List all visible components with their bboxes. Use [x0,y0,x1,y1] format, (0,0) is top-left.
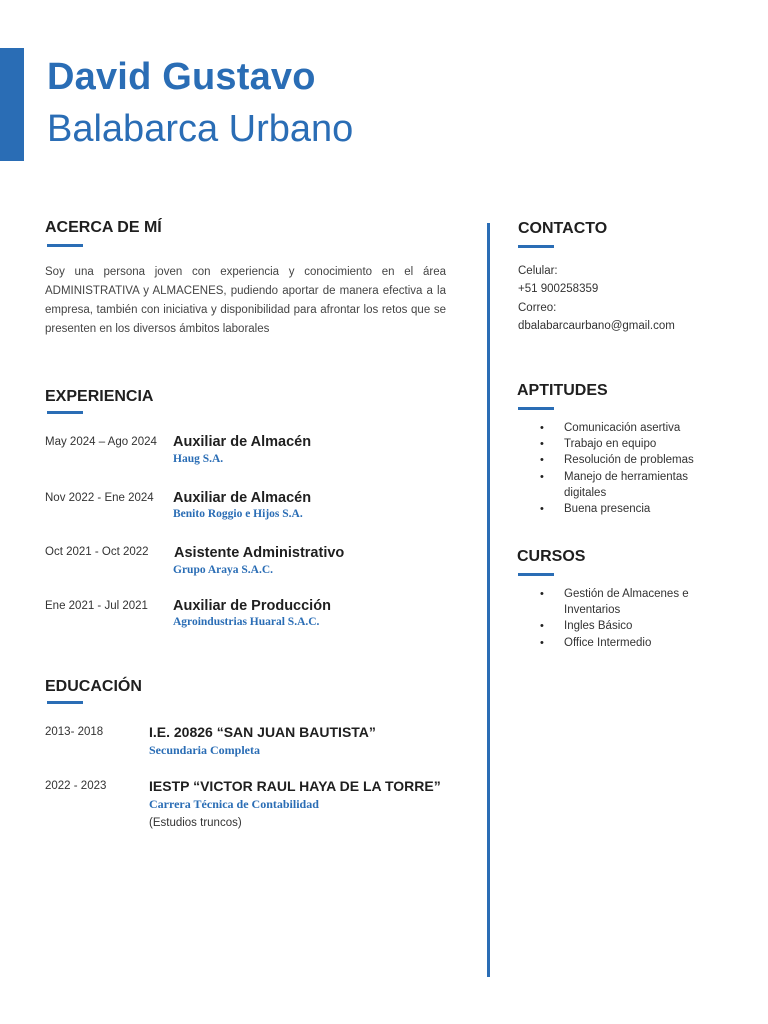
experience-company: Grupo Araya S.A.C. [173,564,273,576]
education-school: IESTP “VICTOR RAUL HAYA DE LA TORRE” [149,778,441,794]
education-date: 2022 - 2023 [45,780,107,792]
experience-date: Ene 2021 - Jul 2021 [45,600,148,612]
about-heading: ACERCA DE MÍ [45,219,162,236]
about-text: Soy una persona joven con experiencia y conocimiento en el área ADMINISTRATIVA y ALMACENES, pudiendo aportar de manera efectiva a la empresa, también con iniciativa y disponibilidad para afrontar los retos que se presenten en los diversos ámbitos laborales [45,266,446,335]
education-detail: Carrera Técnica de Contabilidad [149,797,319,811]
last-name: Balabarca Urbano [47,108,354,150]
education-note: (Estudios truncos) [149,817,242,829]
courses-list [540,586,740,651]
course-item: • Office Intermedio [540,635,740,651]
skills-heading: APTITUDES [517,382,608,399]
experience-underline [47,411,83,414]
contact-underline [518,245,554,248]
email-value: dbalabarcaurbano@gmail.com [518,320,675,332]
experience-position: Auxiliar de Almacén [173,490,312,506]
courses-heading: CURSOS [517,548,586,565]
course-item: • Gestión de Almacenes e Inventarios [540,586,714,618]
experience-position: Auxiliar de Almacén [173,434,312,450]
email-label: Correo: [518,302,557,314]
education-school: I.E. 20826 “SAN JUAN BAUTISTA” [149,724,376,740]
skill-item: • Buena presencia [540,501,740,517]
courses-underline [518,573,554,576]
skills-underline [518,407,554,410]
experience-position: Auxiliar de Producción [173,598,331,614]
experience-heading: EXPERIENCIA [45,388,154,405]
contact-heading: CONTACTO [518,220,608,237]
experience-date: Oct 2021 - Oct 2022 [45,546,149,558]
education-heading: EDUCACIÓN [45,678,142,695]
experience-date: May 2024 – Ago 2024 [45,436,157,448]
experience-company: Benito Roggio e Hijos S.A. [173,508,303,520]
skill-item: • Manejo de herramientas digitales [540,469,714,501]
education-date: 2013- 2018 [45,726,104,738]
skill-item: • Resolución de problemas [540,452,740,468]
education-underline [47,701,83,704]
skill-item: • Trabajo en equipo [540,436,740,452]
experience-position: Asistente Administrativo [174,545,345,561]
column-divider [487,223,490,977]
header-accent-bar [0,48,24,161]
about-underline [47,244,83,247]
experience-company: Haug S.A. [173,453,224,465]
phone-value: +51 900258359 [518,283,599,295]
phone-label: Celular: [518,265,558,277]
skill-item: • Comunicación asertiva [540,420,740,436]
experience-company: Agroindustrias Huaral S.A.C. [173,616,320,628]
skills-list [540,420,740,517]
experience-date: Nov 2022 - Ene 2024 [45,492,154,504]
education-detail: Secundaria Completa [149,743,260,757]
first-name: David Gustavo [47,56,316,98]
course-item: • Ingles Básico [540,618,740,634]
